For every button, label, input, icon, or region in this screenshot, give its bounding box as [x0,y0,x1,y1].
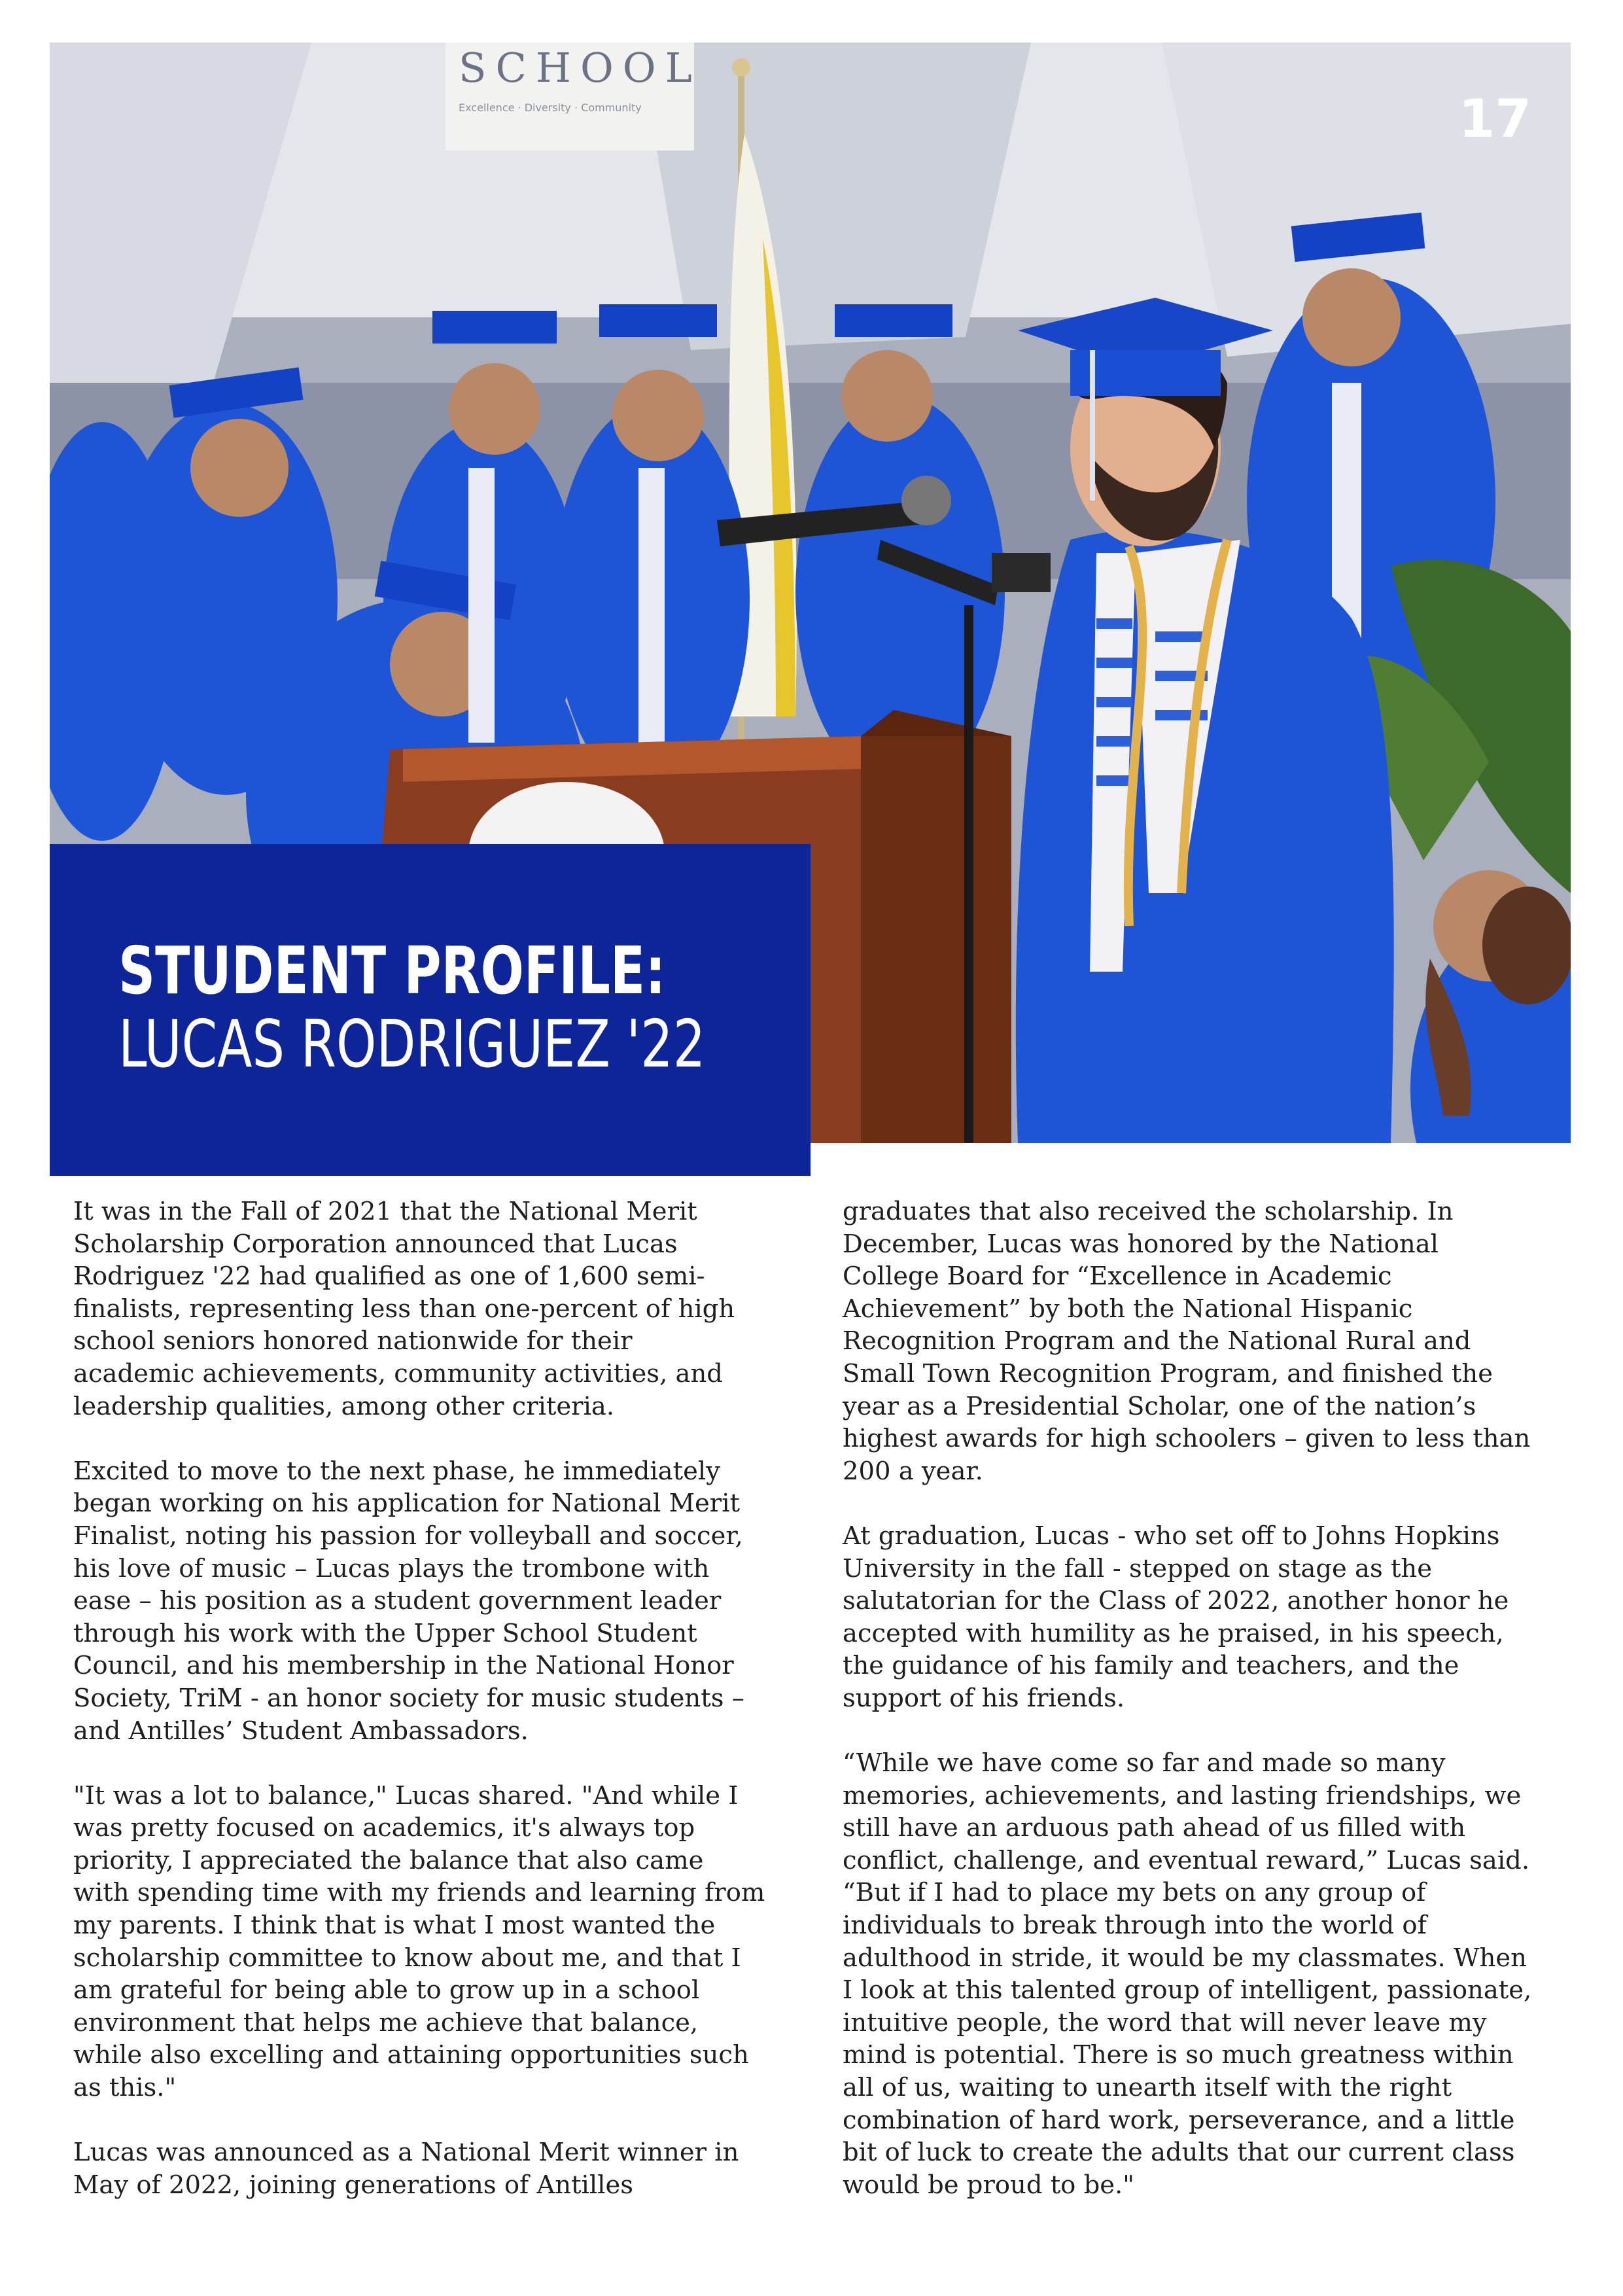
article-paragraph [73,2136,812,2201]
article-line: academic achievements, community activities, and [73,1358,723,1388]
article-line: with spending time with my friends and learning from [73,1878,765,1908]
article-line: 200 a year. [843,1456,983,1486]
article-line: am grateful for being able to grow up in a school [73,1975,700,2005]
article-line: priority, I appreciated the balance that also came [73,1845,704,1875]
article-line: Lucas was announced as a National Merit winner in [73,2138,739,2168]
article-line: as this." [73,2073,177,2103]
article-line: “While we have come so far and made so many [843,1748,1446,1778]
article-line: bit of luck to create the adults that our current class [843,2138,1515,2168]
article-line: Rodriguez '22 had qualified as one of 1,600 semi- [73,1262,705,1292]
article-line: Recognition Program and the National Rural and [843,1326,1471,1356]
article-line: University in the fall - stepped on stage as the [843,1553,1433,1583]
article-line: scholarship committee to know about me, and that I [73,1943,741,1973]
article-line: "It was a lot to balance," Lucas shared. "And while I [73,1780,739,1810]
article-line: Small Town Recognition Program, and finished the [843,1358,1493,1388]
article-line: would be proud to be." [843,2170,1134,2200]
article-line: still have an arduous path ahead of us filled with [843,1813,1466,1843]
article-line: school seniors honored nationwide for their [73,1326,633,1356]
article-line: graduates that also received the scholarship. In [843,1197,1454,1226]
article-line: year as a Presidential Scholar, one of the nation’s [843,1391,1476,1421]
article-line: combination of hard work, perseverance, and a little [843,2105,1515,2135]
article-line: began working on his application for National Merit [73,1489,740,1519]
page-number: 17 [1458,88,1531,149]
article-paragraph [73,1195,812,1422]
article-line: At graduation, Lucas - who set off to Johns Hopkins [843,1521,1500,1551]
article-line: It was in the Fall of 2021 that the National Merit [73,1197,697,1226]
school-banner [445,43,701,150]
article-line: Finalist, noting his passion for volleyball and soccer, [73,1521,743,1551]
article-line: all of us, waiting to unearth itself with the right [843,2073,1452,2103]
article-line: salutatorian for the Class of 2022, another honor he [843,1586,1509,1616]
article-line: intuitive people, the word that will never leave my [843,2007,1487,2038]
banner-subtext: Excellence · Diversity · Community [459,101,642,114]
article-line: highest awards for high schoolers – given to less than [843,1424,1531,1454]
banner-text: SCHOOL [459,44,701,92]
article-line: through his work with the Upper School Student [73,1618,697,1648]
article-line: individuals to break through into the world of [843,1911,1427,1941]
article-line: his love of music – Lucas plays the trombone with [73,1553,710,1583]
article-line: memories, achievements, and lasting friendships, we [843,1780,1522,1810]
article-line: support of his friends. [843,1683,1125,1713]
article-line: while also excelling and attaining opportunities such [73,2040,749,2070]
article-line: College Board for “Excellence in Academic [843,1262,1392,1292]
article-line: the guidance of his family and teachers, and the [843,1651,1459,1681]
article-line: and Antilles’ Student Ambassadors. [73,1716,529,1746]
article-line: May of 2022, joining generations of Antilles [73,2170,634,2200]
article-line: was pretty focused on academics, it's always top [73,1813,695,1843]
article-line: adulthood in stride, it would be my classmates. When [843,1943,1527,1973]
article-paragraph [73,1780,812,2104]
article-line: conflict, challenge, and eventual reward,” Lucas said. [843,1845,1530,1875]
article-paragraph [73,1455,812,1747]
article-line: Achievement” by both the National Hispanic [843,1294,1413,1324]
article-line: Society, TriM - an honor society for music students – [73,1683,744,1713]
article-paragraph [843,1195,1582,1487]
article-line: Council, and his membership in the National Honor [73,1651,734,1681]
article-line: “But if I had to place my bets on any group of [843,1878,1426,1908]
article-paragraph [843,1747,1582,2201]
article-column-right [843,1195,1582,2234]
article-line: December, Lucas was honored by the National [843,1229,1439,1259]
article-line: leadership qualities, among other criteria. [73,1391,615,1421]
article-line: Excited to move to the next phase, he immediately [73,1456,720,1486]
article-line: Scholarship Corporation announced that Lucas [73,1229,678,1259]
article-paragraph [843,1520,1582,1715]
article-line: I look at this talented group of intelligent, passionate, [843,1975,1532,2005]
article-column-left [73,1195,812,2234]
title-box [50,844,811,1176]
article-line: environment that helps me achieve that balance, [73,2007,699,2038]
title-student-name: LUCAS RODRIGUEZ '22 [118,1006,706,1082]
article-line: ease – his position as a student government leader [73,1586,722,1616]
article-line: mind is potential. There is so much greatness within [843,2040,1514,2070]
title-heading: STUDENT PROFILE: [118,932,666,1009]
article-line: finalists, representing less than one-percent of high [73,1294,735,1324]
article-line: accepted with humility as he praised, in his speech, [843,1618,1504,1648]
article-line: my parents. I think that is what I most wanted the [73,1911,716,1941]
